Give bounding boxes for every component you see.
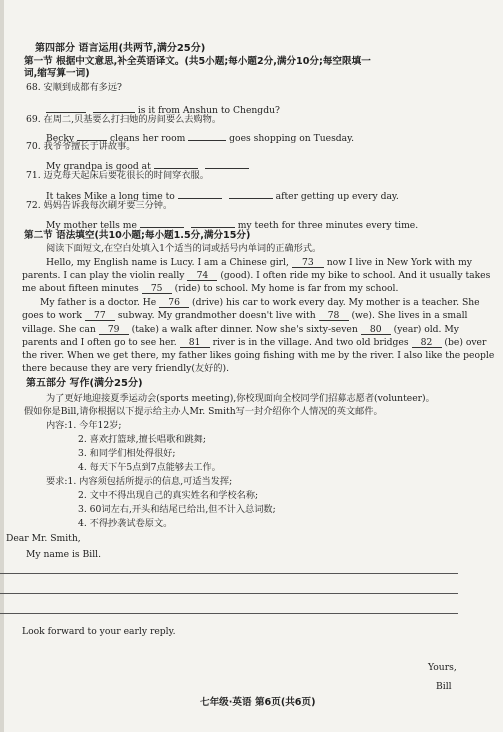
passage-text: village. She can xyxy=(22,324,96,335)
q72-text-a: My mother tells me xyxy=(46,220,137,231)
passage-text: Hello, my English name is Lucy. I am a Chinese girl, xyxy=(46,257,289,268)
q68-blank-2[interactable] xyxy=(93,102,135,113)
requirement: 4. 不得抄袭试卷原文。 xyxy=(78,518,173,529)
part4-heading: 第四部分 语言运用(共两节,满分25分) xyxy=(35,43,206,54)
passage-line xyxy=(22,324,459,335)
writing-line[interactable] xyxy=(0,613,458,614)
content-label: 内容:1. 今年12岁; xyxy=(46,420,122,431)
q68-blank-1[interactable] xyxy=(46,102,86,113)
q68-prompt: 68. 安顺到成都有多远? xyxy=(26,82,122,93)
content-point: 3. 和同学们相处得很好; xyxy=(78,448,176,459)
letter-signature: Bill xyxy=(436,681,452,692)
letter-greeting: Dear Mr. Smith, xyxy=(6,533,81,544)
q72-blank-2[interactable] xyxy=(191,217,235,228)
passage-text: (ride) to school. My home is far from my school. xyxy=(174,283,399,294)
q72-answer-line xyxy=(46,217,418,231)
q71-text-b: after getting up every day. xyxy=(275,191,399,202)
passage-text: river is in the village. And two old bridges xyxy=(212,337,409,348)
letter-signoff: Yours, xyxy=(428,662,457,673)
requirement: 3. 60词左右,开头和结尾已给出,但不计入总词数; xyxy=(78,504,276,515)
passage-text: (we). She lives in a small xyxy=(351,310,468,321)
passage-text: (year) old. My xyxy=(393,324,460,335)
passage-line xyxy=(22,270,490,281)
part5-heading: 第五部分 写作(满分25分) xyxy=(26,378,143,389)
content-point: 2. 喜欢打篮球,擅长唱歌和跳舞; xyxy=(78,434,206,445)
sec1-title: 第一节 根据中文意思,补全英语译文。(共5小题;每小题2分,满分10分;每空限填一 xyxy=(24,56,371,67)
blank-73[interactable]: 73 xyxy=(292,257,324,268)
passage-text: subway. My grandmother doesn't live with xyxy=(117,310,316,321)
q70-text: My grandpa is good at xyxy=(46,161,151,172)
page-footer: 七年级·英语 第6页(共6页) xyxy=(200,697,316,708)
passage-text: now I live in New York with my xyxy=(326,257,472,268)
passage-line xyxy=(46,257,472,268)
blank-81[interactable]: 81 xyxy=(180,337,210,348)
q72-text-b: my teeth for three minutes every time. xyxy=(237,220,419,231)
blank-74[interactable]: 74 xyxy=(187,270,217,281)
blank-75[interactable]: 75 xyxy=(142,283,172,294)
q71-text-a: It takes Mike a long time to xyxy=(46,191,175,202)
q71-prompt: 71. 迈克每天起床后要花很长的时间穿衣服。 xyxy=(26,170,209,181)
passage-line: there because they are very friendly(友好的). xyxy=(22,363,229,374)
q68-text: is it from Anshun to Chengdu? xyxy=(137,105,280,116)
passage-text: (be) over xyxy=(444,337,487,348)
blank-80[interactable]: 80 xyxy=(361,324,391,335)
passage-text: My father is a doctor. He xyxy=(40,297,157,308)
q70-blank-1[interactable] xyxy=(154,158,198,169)
q69-text-c: goes shopping on Tuesday. xyxy=(229,133,355,144)
writing-prompt-cont: 假如你是Bill,请你根据以下提示给主办人Mr. Smith写一封介绍你个人情况的英文邮件。 xyxy=(24,406,383,417)
q70-blank-2[interactable] xyxy=(205,158,249,169)
q69-text-b: cleans her room xyxy=(109,133,186,144)
requirement: 2. 文中不得出现自己的真实姓名和学校名称; xyxy=(78,490,259,501)
writing-line[interactable] xyxy=(0,573,458,574)
content-point: 4. 每天下午5点到7点能够去工作。 xyxy=(78,462,221,473)
q70-prompt: 70. 我爷爷擅长于讲故事。 xyxy=(26,141,136,152)
passage-text: (take) a walk after dinner. Now she's sixty-seven xyxy=(131,324,358,335)
blank-82[interactable]: 82 xyxy=(412,337,442,348)
passage-text: parents and I often go to see her. xyxy=(22,337,177,348)
q72-prompt: 72. 妈妈告诉我每次刷牙要三分钟。 xyxy=(26,200,173,211)
page-edge-shadow xyxy=(0,0,4,732)
blank-76[interactable]: 76 xyxy=(159,297,189,308)
passage-line xyxy=(22,310,467,321)
writing-prompt: 为了更好地迎接夏季运动会(sports meeting),你校现面向全校同学们招募志愿者(volunteer)。 xyxy=(46,393,435,404)
sec2-instructions: 阅读下面短文,在空白处填入1个适当的词或括号内单词的正确形式。 xyxy=(46,243,322,254)
q69-prompt: 69. 在周二,贝基要么打扫她的房间要么去购物。 xyxy=(26,114,222,125)
q69-blank-1[interactable] xyxy=(77,130,107,141)
passage-line xyxy=(22,283,398,294)
blank-79[interactable]: 79 xyxy=(99,324,129,335)
blank-78[interactable]: 78 xyxy=(319,310,349,321)
passage-text: goes to work xyxy=(22,310,82,321)
passage-text: me about fifteen minutes xyxy=(22,283,139,294)
q71-blank-2[interactable] xyxy=(229,188,273,199)
q69-text-a: Becky xyxy=(46,133,75,144)
passage-text: (good). I often ride my bike to school. And it usually takes xyxy=(220,270,491,281)
writing-line[interactable] xyxy=(0,593,458,594)
q71-blank-1[interactable] xyxy=(178,188,222,199)
passage-text: (drive) his car to work every day. My mother is a teacher. She xyxy=(192,297,480,308)
passage-line: the river. When we get there, my father likes going fishing with me by the river. I also like the people xyxy=(22,350,495,361)
sec1-title-cont: 词,缩写算一词) xyxy=(24,68,90,79)
letter-opening: My name is Bill. xyxy=(26,549,102,560)
passage-line xyxy=(40,297,480,308)
blank-77[interactable]: 77 xyxy=(85,310,115,321)
letter-closing: Look forward to your early reply. xyxy=(22,626,176,637)
passage-text: parents. I can play the violin really xyxy=(22,270,185,281)
sec2-title: 第二节 语法填空(共10小题;每小题1.5分,满分15分) xyxy=(24,230,251,241)
requirements-label: 要求:1. 内容须包括所提示的信息,可适当发挥; xyxy=(46,476,233,487)
q72-blank-1[interactable] xyxy=(140,217,184,228)
passage-line xyxy=(22,337,486,348)
q69-blank-2[interactable] xyxy=(188,130,226,141)
